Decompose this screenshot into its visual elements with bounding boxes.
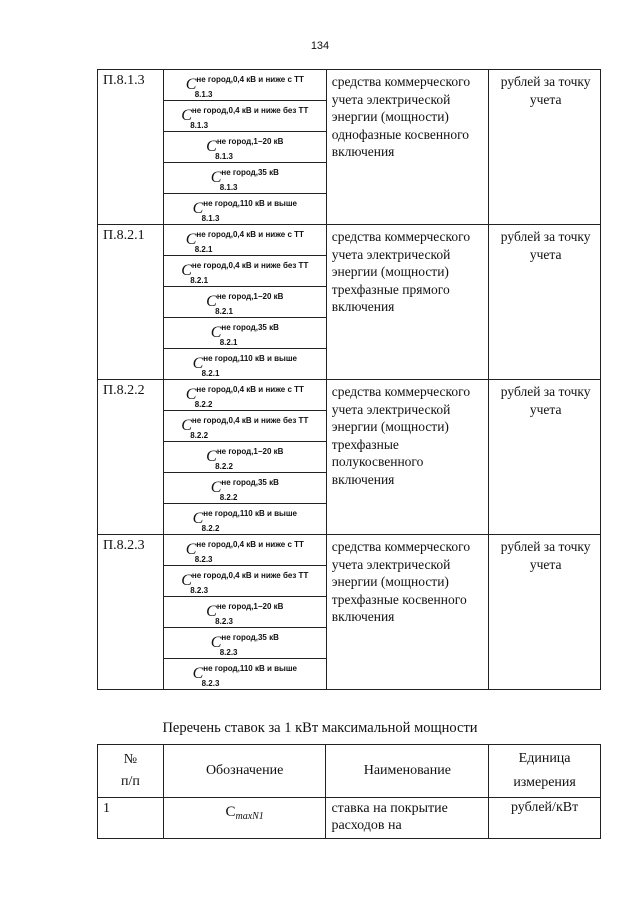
group-unit: рублей за точку учета xyxy=(489,225,601,380)
rate-symbol-cell xyxy=(163,628,326,659)
list-title: Перечень ставок за 1 кВт максимальной мощности xyxy=(162,720,478,736)
symbol-superscript: не город,110 кВ и выше xyxy=(203,354,297,363)
symbol-subscript: 8.2.2 xyxy=(219,493,238,502)
symbol-letter: C xyxy=(192,510,204,527)
rate-symbol-cell xyxy=(163,318,326,349)
symbol-subscript: 8.2.1 xyxy=(201,369,220,378)
rate-symbol xyxy=(192,509,297,533)
symbol-letter: C xyxy=(192,665,204,682)
tariff-row xyxy=(98,70,601,101)
group-name: средства коммерческого учета электрической энергии (мощности) трехфазные полукосвенного включения xyxy=(326,380,489,535)
rate-symbol-main: C xyxy=(225,804,236,820)
symbol-superscript: не город,0,4 кВ и ниже с ТТ xyxy=(196,540,304,549)
rate-symbol xyxy=(185,230,304,254)
group-name: средства коммерческого учета электрической энергии (мощности) трехфазные прямого включения xyxy=(326,225,489,380)
page-number: 134 xyxy=(310,40,330,52)
rate-symbol xyxy=(206,137,284,161)
rate-symbol-cell xyxy=(163,70,326,101)
symbol-letter: C xyxy=(206,448,217,465)
symbol-letter: C xyxy=(210,634,222,651)
header-unit-line2: измерения xyxy=(513,775,576,790)
symbol-subscript: 8.2.3 xyxy=(219,648,238,657)
symbol-subscript: 8.2.3 xyxy=(201,679,220,688)
symbol-subscript: 8.2.2 xyxy=(190,431,209,440)
rate-symbol xyxy=(192,354,297,378)
rate-symbol-cell xyxy=(163,442,326,473)
symbol-subscript: 8.2.2 xyxy=(194,400,213,409)
header-unit-line1: Единица xyxy=(518,751,571,766)
header-num-line1: № xyxy=(123,752,138,767)
symbol-subscript: 8.2.1 xyxy=(194,245,213,254)
rate-num: 1 xyxy=(98,798,164,839)
group-code: П.8.2.3 xyxy=(98,535,164,690)
rate-symbol-cell xyxy=(163,473,326,504)
symbol-superscript: не город,0,4 кВ и ниже с ТТ xyxy=(196,230,304,239)
symbol-superscript: не город,110 кВ и выше xyxy=(203,509,297,518)
rate-symbol xyxy=(210,478,279,502)
rate-symbol xyxy=(206,447,284,471)
symbol-superscript: не город,0,4 кВ и ниже с ТТ xyxy=(196,385,304,394)
group-name: средства коммерческого учета электрической энергии (мощности) однофазные косвенного включения xyxy=(326,70,489,225)
symbol-superscript: не город,1−20 кВ xyxy=(216,602,284,611)
symbol-letter: C xyxy=(206,138,217,155)
rate-symbol-cell xyxy=(163,566,326,597)
symbol-subscript: 8.2.1 xyxy=(215,307,233,316)
rate-symbol-cell xyxy=(163,101,326,132)
rate-row xyxy=(98,798,601,839)
symbol-letter: C xyxy=(192,355,204,372)
symbol-subscript: 8.2.3 xyxy=(190,586,209,595)
symbol-superscript: не город,35 кВ xyxy=(221,168,279,177)
group-code: П.8.1.3 xyxy=(98,70,164,225)
rate-symbol-cell xyxy=(163,194,326,225)
group-unit: рублей за точку учета xyxy=(489,70,601,225)
rate-symbol-cell xyxy=(163,380,326,411)
rate-symbol xyxy=(210,633,279,657)
rate-symbol-cell xyxy=(163,411,326,442)
tariff-row xyxy=(98,225,601,256)
rate-symbol xyxy=(181,106,309,130)
rate-symbol-cell xyxy=(163,597,326,628)
symbol-superscript: не город,35 кВ xyxy=(221,478,279,487)
group-code: П.8.2.2 xyxy=(98,380,164,535)
header-num-line2: п/п xyxy=(120,774,140,789)
symbol-letter: C xyxy=(192,200,204,217)
rate-symbol xyxy=(181,571,309,595)
symbol-superscript: не город,0,4 кВ и ниже без ТТ xyxy=(191,571,309,580)
symbol-letter: C xyxy=(181,417,192,434)
rate-symbol-cell xyxy=(163,349,326,380)
rate-symbol-cell xyxy=(163,256,326,287)
symbol-superscript: не город,0,4 кВ и ниже с ТТ xyxy=(196,75,304,84)
symbol-letter: C xyxy=(210,479,222,496)
symbol-superscript: не город,1−20 кВ xyxy=(216,137,284,146)
tariff-row xyxy=(98,535,601,566)
symbol-subscript: 8.1.3 xyxy=(194,90,213,99)
symbol-superscript: не город,0,4 кВ и ниже без ТТ xyxy=(191,261,309,270)
symbol-subscript: 8.2.3 xyxy=(194,555,213,564)
rate-symbol xyxy=(181,261,309,285)
symbol-superscript: не город,1−20 кВ xyxy=(216,292,284,301)
rate-symbol-cell xyxy=(163,535,326,566)
symbol-subscript: 8.2.1 xyxy=(190,276,209,285)
symbol-letter: C xyxy=(206,293,217,310)
symbol-letter: C xyxy=(206,603,217,620)
symbol-subscript: 8.2.3 xyxy=(215,617,233,626)
rate-symbol xyxy=(185,540,304,564)
symbol-superscript: не город,1−20 кВ xyxy=(216,447,284,456)
rate-symbol xyxy=(181,416,309,440)
rate-symbol-cell xyxy=(163,225,326,256)
symbol-letter: C xyxy=(181,262,192,279)
symbol-subscript: 8.1.3 xyxy=(190,121,209,130)
group-name: средства коммерческого учета электрической энергии (мощности) трехфазные косвенного включения xyxy=(326,535,489,690)
tariff-row xyxy=(98,380,601,411)
header-name: Наименование xyxy=(326,745,489,798)
group-code: П.8.2.1 xyxy=(98,225,164,380)
rate-symbol xyxy=(210,323,279,347)
header-designation: Обозначение xyxy=(163,745,326,798)
rate-symbol xyxy=(210,168,279,192)
symbol-superscript: не город,110 кВ и выше xyxy=(203,199,297,208)
rate-symbol-cell xyxy=(163,659,326,690)
rate-symbol xyxy=(206,602,284,626)
symbol-letter: C xyxy=(210,324,222,341)
rate-symbol-cell xyxy=(163,163,326,194)
symbol-superscript: не город,35 кВ xyxy=(221,323,279,332)
symbol-subscript: 8.1.3 xyxy=(215,152,233,161)
rate-symbol-cell xyxy=(163,287,326,318)
group-unit: рублей за точку учета xyxy=(489,535,601,690)
tariff-table xyxy=(97,69,601,690)
rate-symbol xyxy=(192,664,297,688)
symbol-subscript: 8.2.2 xyxy=(215,462,233,471)
rate-symbol-cell xyxy=(163,132,326,163)
symbol-superscript: не город,35 кВ xyxy=(221,633,279,642)
symbol-superscript: не город,110 кВ и выше xyxy=(203,664,297,673)
symbol-subscript: 8.1.3 xyxy=(201,214,220,223)
symbol-subscript: 8.1.3 xyxy=(219,183,238,192)
rate-symbol xyxy=(206,292,284,316)
symbol-letter: C xyxy=(185,76,197,93)
rates-table xyxy=(97,744,601,839)
symbol-letter: C xyxy=(185,541,197,558)
symbol-subscript: 8.2.1 xyxy=(219,338,238,347)
symbol-superscript: не город,0,4 кВ и ниже без ТТ xyxy=(191,106,309,115)
symbol-letter: C xyxy=(181,572,192,589)
group-unit: рублей за точку учета xyxy=(489,380,601,535)
symbol-letter: C xyxy=(210,169,222,186)
symbol-letter: C xyxy=(181,107,192,124)
symbol-subscript: 8.2.2 xyxy=(201,524,220,533)
header-num xyxy=(98,745,164,798)
rate-name: ставка на покрытие расходов на xyxy=(326,798,489,839)
rate-symbol-cell xyxy=(163,504,326,535)
rate-symbol xyxy=(185,385,304,409)
header-unit xyxy=(489,745,601,798)
symbol-superscript: не город,0,4 кВ и ниже без ТТ xyxy=(191,416,309,425)
rate-symbol-sub: maxN1 xyxy=(235,811,264,822)
symbol-letter: C xyxy=(185,386,197,403)
rate-unit: рублей/кВт xyxy=(489,798,601,839)
rate-symbol xyxy=(192,199,297,223)
rate-symbol xyxy=(163,798,326,839)
symbol-letter: C xyxy=(185,231,197,248)
rate-symbol xyxy=(185,75,304,99)
rates-header-row xyxy=(98,745,601,798)
